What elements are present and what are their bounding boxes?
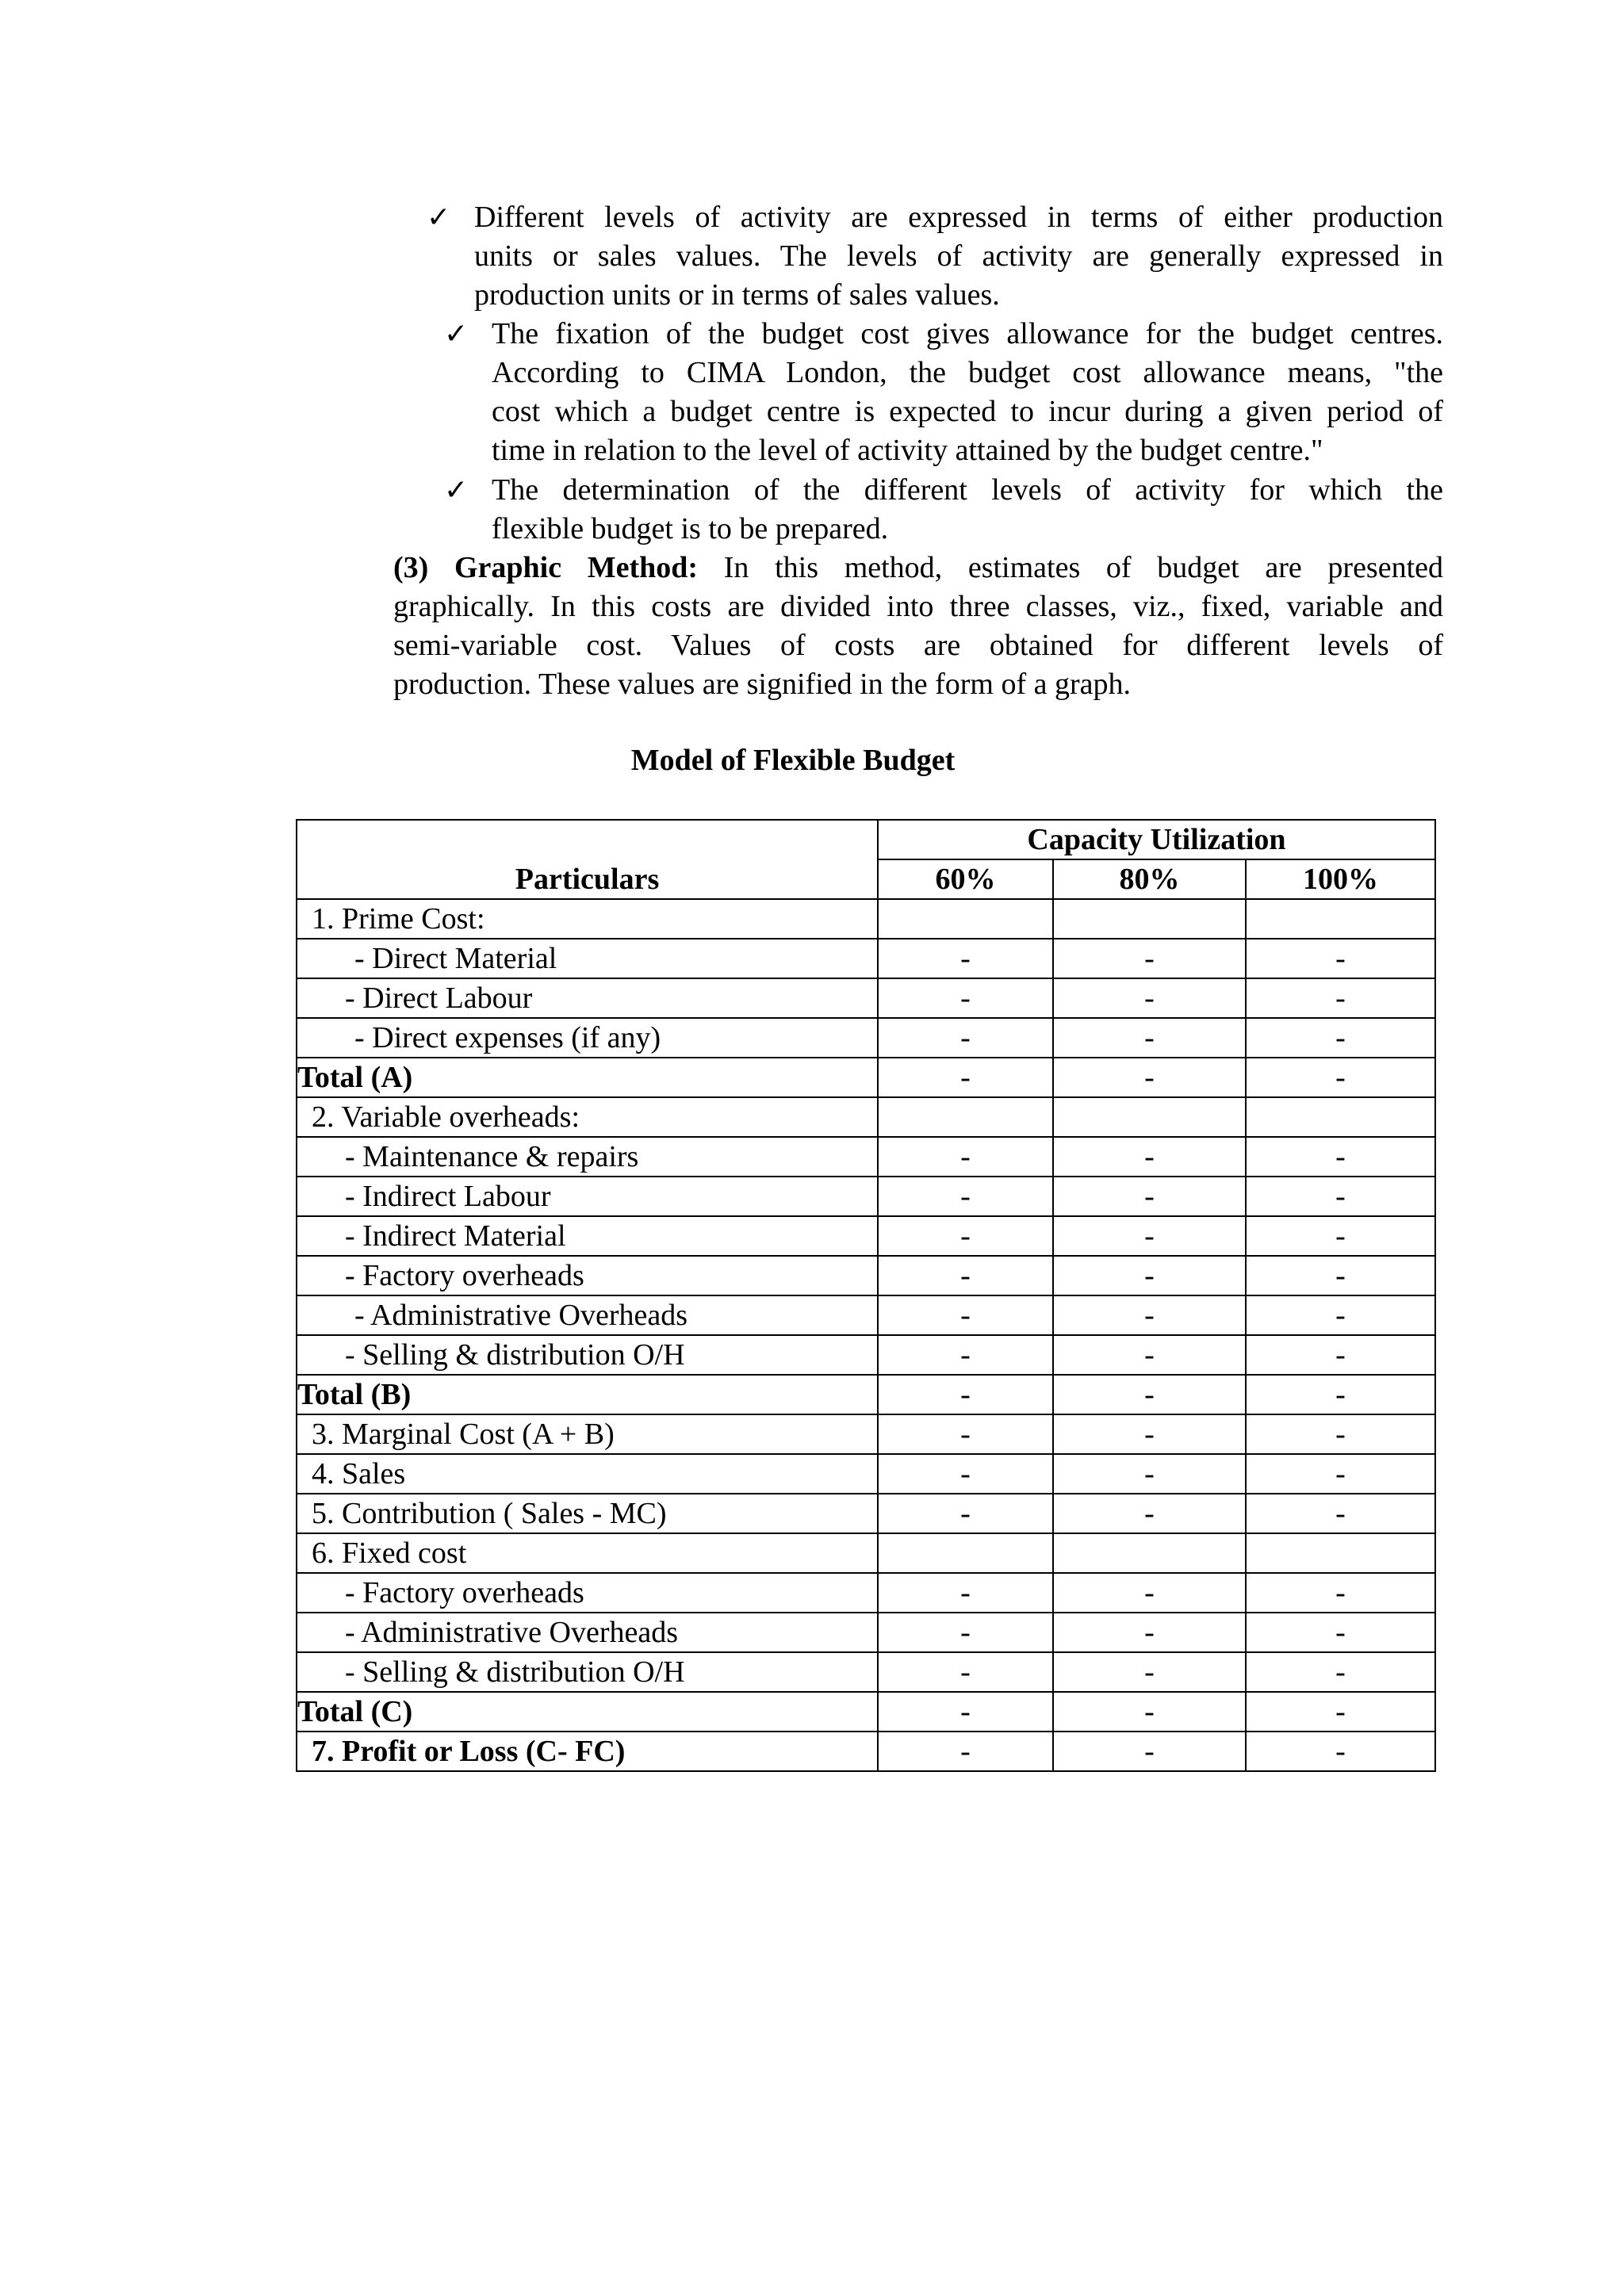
table-header-row — [297, 820, 1435, 859]
bullet-line: According to CIMA London, the budget cost allowance means, "the — [492, 356, 1443, 389]
cell-80pct: - — [1053, 1375, 1246, 1414]
bullet-budget-cost-allowance — [444, 315, 1443, 470]
bullet-line: production units or in terms of sales values. — [474, 278, 1000, 312]
cell-80pct: - — [1053, 1414, 1246, 1454]
capacity-utilization-header: Capacity Utilization — [878, 820, 1435, 859]
row-label: - Direct Labour — [297, 978, 878, 1018]
table-row — [297, 899, 1435, 939]
cell-60pct — [878, 899, 1053, 939]
cell-100pct: - — [1246, 1454, 1435, 1494]
cell-100pct: - — [1246, 1375, 1435, 1414]
table-row — [297, 1137, 1435, 1177]
table-row — [297, 1375, 1435, 1414]
paragraph-text: In this method, estimates of budget are presented — [723, 551, 1444, 584]
column-header-80: 80% — [1053, 859, 1246, 899]
cell-100pct: - — [1246, 939, 1435, 978]
bullet-line: time in relation to the level of activity attained by the budget centre." — [492, 434, 1323, 467]
cell-80pct — [1053, 899, 1246, 939]
cell-100pct: - — [1246, 1573, 1435, 1613]
table-row — [297, 1097, 1435, 1137]
cell-60pct: - — [878, 1692, 1053, 1732]
row-label: - Indirect Labour — [297, 1177, 878, 1216]
paragraph-line: graphically. In this costs are divided into three classes, viz., fixed, variable and — [393, 590, 1443, 623]
row-label: 6. Fixed cost — [297, 1533, 878, 1573]
cell-80pct: - — [1053, 1216, 1246, 1256]
row-label: 1. Prime Cost: — [297, 899, 878, 939]
table-row — [297, 1216, 1435, 1256]
cell-100pct: - — [1246, 1256, 1435, 1295]
table-row — [297, 978, 1435, 1018]
cell-100pct: - — [1246, 1414, 1435, 1454]
cell-60pct: - — [878, 978, 1053, 1018]
cell-60pct: - — [878, 1613, 1053, 1652]
cell-80pct: - — [1053, 939, 1246, 978]
cell-60pct: - — [878, 1216, 1053, 1256]
row-label: - Indirect Material — [297, 1216, 878, 1256]
cell-100pct — [1246, 1097, 1435, 1137]
cell-60pct: - — [878, 1177, 1053, 1216]
bullet-line: cost which a budget centre is expected to incur during a given period of — [492, 395, 1443, 428]
cell-100pct: - — [1246, 1018, 1435, 1058]
column-header-100: 100% — [1246, 859, 1435, 899]
cell-100pct: - — [1246, 978, 1435, 1018]
checkmark-icon: ✓ — [427, 201, 451, 233]
particulars-header: Particulars — [297, 820, 878, 899]
table-row — [297, 1732, 1435, 1771]
table-row — [297, 1454, 1435, 1494]
cell-60pct: - — [878, 1137, 1053, 1177]
cell-100pct: - — [1246, 1137, 1435, 1177]
paragraph-line — [393, 549, 1443, 587]
row-label: Total (B) — [297, 1375, 878, 1414]
bullet-line: flexible budget is to be prepared. — [492, 512, 889, 545]
cell-60pct: - — [878, 1256, 1053, 1295]
cell-100pct — [1246, 899, 1435, 939]
cell-100pct: - — [1246, 1335, 1435, 1375]
cell-60pct: - — [878, 1058, 1053, 1097]
paragraph-line: production. These values are signified in the form of a graph. — [393, 668, 1132, 701]
table-row — [297, 1494, 1435, 1533]
table-row — [297, 1256, 1435, 1295]
cell-100pct: - — [1246, 1494, 1435, 1533]
cell-60pct — [878, 1097, 1053, 1137]
cell-100pct: - — [1246, 1732, 1435, 1771]
bullet-line: units or sales values. The levels of activity are generally expressed in — [474, 239, 1443, 273]
row-label: Total (A) — [297, 1058, 878, 1097]
cell-80pct: - — [1053, 1177, 1246, 1216]
bullet-line: Different levels of activity are expressed in terms of either production — [474, 201, 1443, 234]
row-label: Total (C) — [297, 1692, 878, 1732]
bullet-activity-levels — [427, 198, 1443, 315]
row-label: - Selling & distribution O/H — [297, 1335, 878, 1375]
cell-60pct: - — [878, 939, 1053, 978]
cell-60pct: - — [878, 1454, 1053, 1494]
table-row — [297, 1295, 1435, 1335]
cell-80pct: - — [1053, 1454, 1246, 1494]
cell-100pct — [1246, 1533, 1435, 1573]
flexible-budget-table — [296, 819, 1436, 1772]
cell-60pct: - — [878, 1573, 1053, 1613]
row-label: 7. Profit or Loss (C- FC) — [297, 1732, 878, 1771]
row-label: - Direct Material — [297, 939, 878, 978]
row-label: 5. Contribution ( Sales - MC) — [297, 1494, 878, 1533]
cell-80pct: - — [1053, 1256, 1246, 1295]
cell-80pct: - — [1053, 1058, 1246, 1097]
bullet-determination — [444, 471, 1443, 549]
table-row — [297, 1613, 1435, 1652]
table-row — [297, 1177, 1435, 1216]
cell-80pct: - — [1053, 1652, 1246, 1692]
cell-100pct: - — [1246, 1652, 1435, 1692]
checkmark-icon: ✓ — [444, 474, 469, 506]
row-label: - Selling & distribution O/H — [297, 1652, 878, 1692]
table-row — [297, 1533, 1435, 1573]
cell-60pct: - — [878, 1335, 1053, 1375]
cell-100pct: - — [1246, 1692, 1435, 1732]
cell-80pct: - — [1053, 1137, 1246, 1177]
cell-80pct: - — [1053, 1573, 1246, 1613]
cell-100pct: - — [1246, 1216, 1435, 1256]
cell-80pct: - — [1053, 1692, 1246, 1732]
table-row — [297, 1058, 1435, 1097]
column-header-60: 60% — [878, 859, 1053, 899]
table-title: Model of Flexible Budget — [630, 744, 956, 777]
cell-100pct: - — [1246, 1613, 1435, 1652]
bullet-line: The determination of the different levels of activity for which the — [492, 473, 1443, 507]
cell-80pct: - — [1053, 1732, 1246, 1771]
cell-60pct: - — [878, 1018, 1053, 1058]
cell-80pct: - — [1053, 1018, 1246, 1058]
cell-80pct — [1053, 1533, 1246, 1573]
cell-80pct: - — [1053, 1335, 1246, 1375]
paragraph-line: semi-variable cost. Values of costs are obtained for different levels of — [393, 629, 1443, 662]
cell-60pct: - — [878, 1414, 1053, 1454]
row-label: - Administrative Overheads — [297, 1613, 878, 1652]
cell-60pct: - — [878, 1494, 1053, 1533]
graphic-method-heading: (3) Graphic Method: — [393, 551, 699, 584]
graphic-method-paragraph — [393, 549, 1443, 704]
bullet-line: The fixation of the budget cost gives allowance for the budget centres. — [492, 317, 1443, 350]
row-label: 2. Variable overheads: — [297, 1097, 878, 1137]
table-row — [297, 939, 1435, 978]
cell-80pct — [1053, 1097, 1246, 1137]
cell-80pct: - — [1053, 1295, 1246, 1335]
table-row — [297, 1018, 1435, 1058]
checkmark-icon: ✓ — [444, 318, 469, 350]
cell-100pct: - — [1246, 1058, 1435, 1097]
row-label: - Maintenance & repairs — [297, 1137, 878, 1177]
row-label: 3. Marginal Cost (A + B) — [297, 1414, 878, 1454]
cell-60pct — [878, 1533, 1053, 1573]
table-row — [297, 1652, 1435, 1692]
cell-60pct: - — [878, 1732, 1053, 1771]
table-body — [297, 899, 1435, 1771]
row-label: 4. Sales — [297, 1454, 878, 1494]
cell-80pct: - — [1053, 978, 1246, 1018]
cell-60pct: - — [878, 1295, 1053, 1335]
cell-100pct: - — [1246, 1177, 1435, 1216]
cell-60pct: - — [878, 1375, 1053, 1414]
cell-100pct: - — [1246, 1295, 1435, 1335]
row-label: - Factory overheads — [297, 1256, 878, 1295]
table-row — [297, 1573, 1435, 1613]
row-label: - Direct expenses (if any) — [297, 1018, 878, 1058]
table-row — [297, 1335, 1435, 1375]
row-label: - Administrative Overheads — [297, 1295, 878, 1335]
row-label: - Factory overheads — [297, 1573, 878, 1613]
table-row — [297, 1692, 1435, 1732]
cell-80pct: - — [1053, 1494, 1246, 1533]
cell-80pct: - — [1053, 1613, 1246, 1652]
cell-60pct: - — [878, 1652, 1053, 1692]
table-row — [297, 1414, 1435, 1454]
